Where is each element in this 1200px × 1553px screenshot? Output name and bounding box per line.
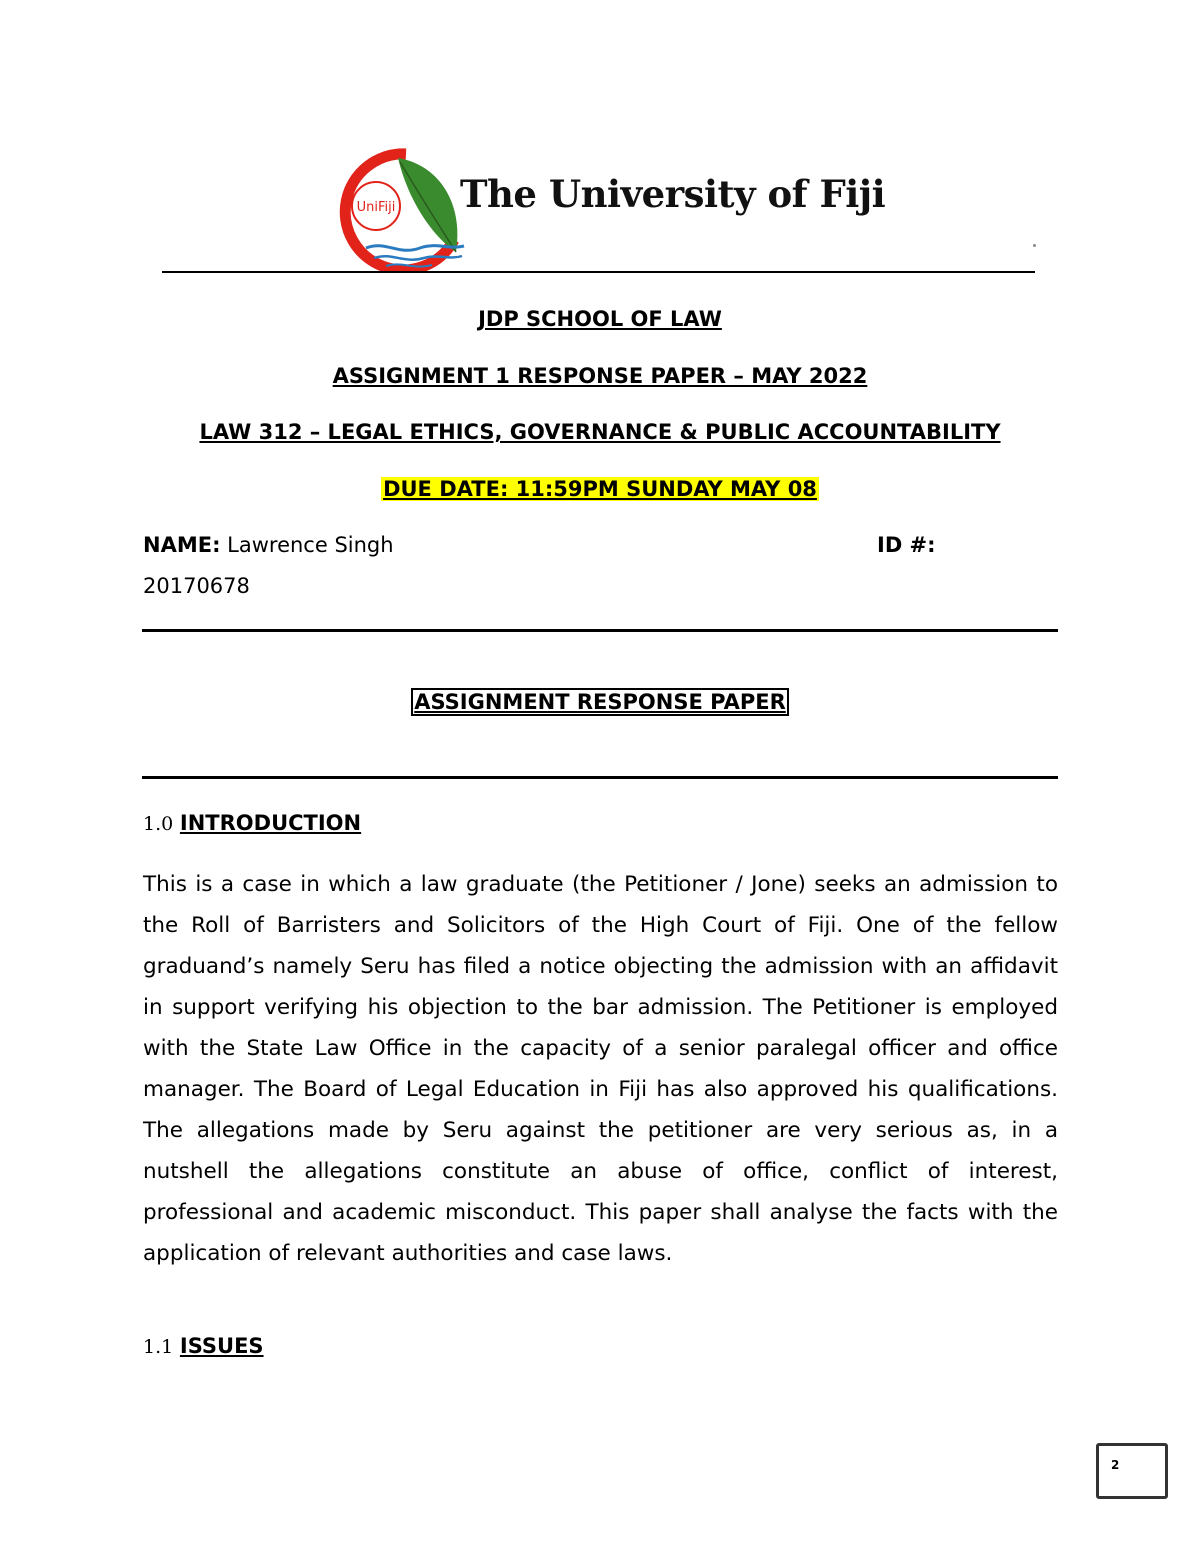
- page-number-box: [1096, 1443, 1168, 1499]
- id-label: ID #:: [877, 533, 936, 557]
- name-label: NAME:: [143, 533, 221, 557]
- university-name: The University of Fiji: [460, 172, 886, 216]
- section-heading-introduction: [143, 811, 361, 835]
- section-title: INTRODUCTION: [179, 811, 362, 835]
- section-title: ISSUES: [179, 1334, 264, 1358]
- page-number: 2: [1111, 1458, 1120, 1472]
- introduction-paragraph: This is a case in which a law graduate (the Petitioner / Jone) seeks an admission to the Roll of Barristers and Solicitors of the High Court of Fiji. One of the fellow graduand’s namely Seru has filed a notice objecting the admission with an affidavit in support verifying his objection to the bar admission. The Petitioner is employed with the State Law Office in the capacity of a senior paralegal officer and office manager. The Board of Legal Education in Fiji has also approved his qualifications. The allegations made by Seru against the petitioner are very serious as, in a nutshell the allegations constitute an abuse of office, conflict of interest, professional and academic misconduct. This paper shall analyse the facts with the application of relevant authorities and case laws.: [143, 872, 1058, 1266]
- id-block: [877, 533, 936, 557]
- paper-title-text: ASSIGNMENT RESPONSE PAPER: [414, 690, 786, 714]
- assignment-title: ASSIGNMENT 1 RESPONSE PAPER – MAY 2022: [332, 364, 868, 388]
- student-name: Lawrence Singh: [227, 533, 394, 557]
- divider-bottom: [142, 776, 1058, 779]
- student-info-row: [143, 533, 1058, 557]
- student-id: 20170678: [143, 574, 250, 598]
- school-name: JDP SCHOOL OF LAW: [478, 307, 722, 331]
- divider-top: [142, 629, 1058, 632]
- section-number: 1.0: [143, 813, 174, 835]
- due-date-highlight: DUE DATE: 11:59PM SUNDAY MAY 08: [383, 477, 817, 501]
- course-title: LAW 312 – LEGAL ETHICS, GOVERNANCE & PUBLIC ACCOUNTABILITY: [199, 420, 1001, 444]
- header-divider: [162, 271, 1035, 273]
- section-number: 1.1: [143, 1336, 174, 1358]
- header-dot: [1033, 244, 1036, 247]
- university-logo: [336, 140, 476, 272]
- paper-title: [0, 690, 1200, 714]
- due-date: [0, 477, 1200, 501]
- logo-text: UniFiji: [356, 200, 396, 215]
- section-heading-issues: [143, 1334, 264, 1358]
- unifiji-emblem-icon: [336, 140, 476, 272]
